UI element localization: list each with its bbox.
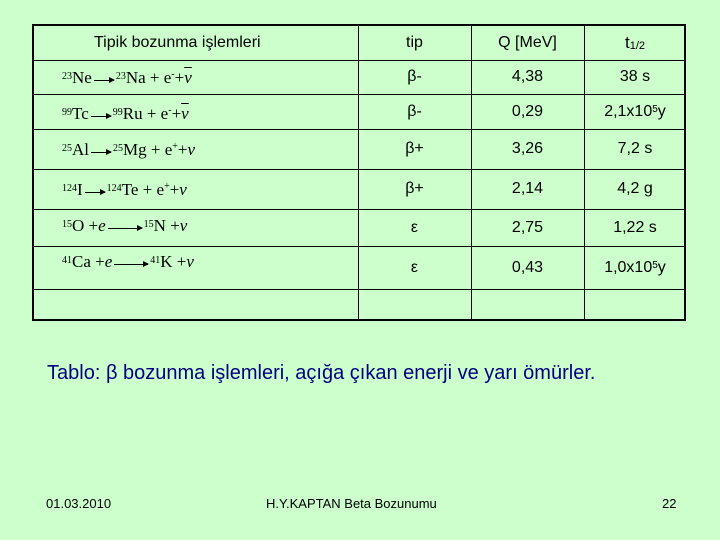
row4-q: 2,14 [511,180,544,197]
header-q: Q [MeV] [498,34,557,51]
neutrino-symbol: ν [179,216,188,235]
arrow-icon [94,80,114,81]
equation-al: $^{25}$ Al $^{25}$ Mg + e + + ν [62,140,196,159]
antineutrino-symbol: $\overline{\nu}$ [181,104,189,123]
row-divider [34,289,684,290]
decay-table [32,24,686,321]
row6-q: 0,43 [511,258,544,276]
page-number: 22 [662,496,677,511]
row4-half-life: 4,2 g [617,180,653,197]
row1-q: 4,38 [511,68,544,85]
equation-ca: $^{41}$ Ca + e $^{41}$ K + ν [62,252,194,271]
arrow-icon [91,152,111,153]
row3-q: 3,26 [511,140,544,157]
row4-type: β+ [405,180,424,197]
row1-half-life: 38 s [619,68,651,85]
row2-q: 0,29 [511,102,544,120]
row3-type: β+ [405,140,424,157]
table-caption: Tablo: β bozunma işlemleri, açığa çıkan enerji ve yarı ömürler. [47,362,596,384]
neutrino-symbol: ν [186,252,194,271]
arrow-icon [114,264,148,265]
row2-half-life: 2,1x10 $^5$ y [604,102,666,120]
row1-type: β- [407,68,422,85]
header-process: Tipik bozunma işlemleri [94,34,261,51]
equation-o: $^{15}$ O + e $^{15}$ N + ν [62,216,188,235]
beta-symbol: β [105,362,118,384]
row6-half-life: 1,0x10 $^5$ y [604,258,666,276]
row5-type: ε [410,218,419,236]
equation-tc: $^{99}$ Tc $^{99}$ Ru + e - + $\overline{\nu}$ [62,104,189,123]
footer-author: H.Y.KAPTAN Beta Bozunumu [266,496,437,511]
equation-ne: $^{23}$ Ne $^{23}$ Na + e - + $\overline{\nu}$ [62,68,192,87]
row6-type: ε [410,258,419,276]
row2-type: β- [407,102,422,120]
footer-date: 01.03.2010 [46,496,112,511]
header-half-life: t $_{1/2}$ [624,33,646,52]
neutrino-symbol: ν [187,140,196,159]
header-type: tip [406,34,423,51]
arrow-icon [108,228,142,229]
antineutrino-symbol: $\overline{\nu}$ [184,68,192,87]
row5-q: 2,75 [511,218,544,236]
equation-i: $^{124}$ I $^{124}$ Te + e + + ν [62,180,187,199]
arrow-icon [85,192,105,193]
arrow-icon [91,116,111,117]
row3-half-life: 7,2 s [617,140,653,157]
neutrino-symbol: ν [179,180,187,199]
row5-half-life: 1,22 s [613,218,657,236]
